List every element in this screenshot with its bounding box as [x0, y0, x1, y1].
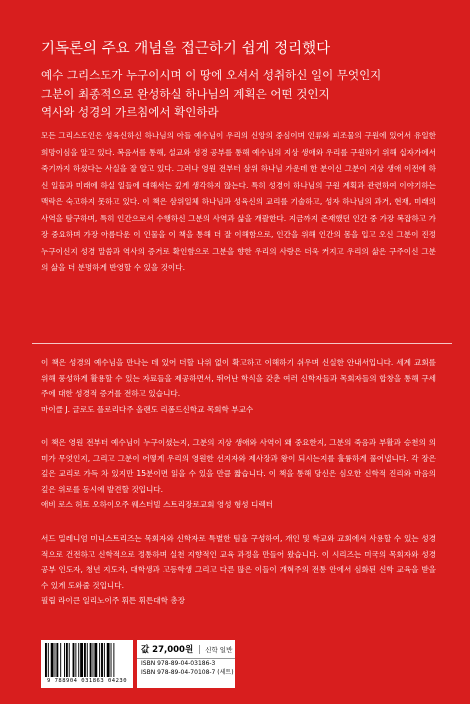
isbn-set: ISBN 978-89-04-70108-7 (세트): [141, 669, 234, 676]
headline: 기독론의 주요 개념을 접근하기 쉽게 정리했다: [41, 41, 331, 57]
subheadline-line: 예수 그리스도가 누구이시며 이 땅에 오셔서 성취하신 일이 무엇인지: [41, 68, 382, 82]
price-box: [137, 640, 235, 688]
endorsement-text: 이 책은 영원 전부터 예수님이 누구이셨는지, 그분의 지상 생애와 사역이 왜 중요한지, 그분의 죽음과 부활과 승천의 의미가 무엇인지, 그리고 그분이 어떻게 우리의 영원한 선지자와 제사장과 왕이 되시는지를 훌륭하게 풀어냅니다. 각 장은 깊은 교리로 가득 차 있지만 15분이면 읽을 수 있을 만큼 짧습니다. 이 책을 통해 당신은 심오한 신학적 진리와 마음의 깊은 위로를 동시에 발견할 것입니다.: [41, 438, 436, 494]
endorsement-text: 이 책은 성경의 예수님을 만나는 데 있어 더할 나위 없이 확고하고 이해하기 쉬우며 신실한 안내서입니다. 세계 교회를 위해 풍성하게 활용할 수 있는 자료들을 제공하면서, 뛰어난 학식을 갖춘 여러 신학자들과 목회자들의 합창을 통해 구세주에 대한 성경적 증거를 전하고 있습니다.: [41, 358, 436, 398]
subheadline-line: 역사와 성경의 가르침에서 확인하라: [41, 105, 219, 119]
endorsement-attribution: 마이클 J. 글로도 플로리다주 올랜도 리폼드신학교 목회학 부교수: [41, 404, 254, 414]
endorsement-attribution: 애비 로스 허토 오하이오주 웨스터빌 스트리장로교회 영성 형성 디렉터: [41, 500, 274, 509]
barcode-bars: [45, 643, 129, 677]
category: 신학 일반: [199, 645, 232, 654]
endorsement: [41, 531, 436, 609]
barcode-number: 9 788904 031863 04230: [46, 678, 128, 684]
barcode: [41, 640, 133, 688]
endorsement: [41, 355, 436, 417]
endorsement-text: 서드 밀레니엄 미니스트리즈는 목회자와 신학자로 특별한 팀을 구성하여, 개인 및 학교와 교회에서 사용할 수 있는 성경적으로 건전하고 신학적으로 정통하며 실천 지향적인 교육 과정을 만들어 왔습니다. 이 시리즈는 미국의 목회자와 성경 공부 인도자, 청년 지도자, 대학생과 고등학생 그리고 다른 많은 이들이 개혁주의 전통 안에서 심화된 신학 교육을 받을 수 있게 도와줄 것입니다.: [41, 534, 436, 590]
subheadline: [41, 66, 441, 122]
intro-paragraph: 모든 그리스도인은 성육신하신 하나님의 아들 예수님이 우리의 신앙의 중심이며 인류와 피조물의 구원에 있어서 유일한 희망이심을 알고 있다. 복음서를 통해, 설교와 성경 공부를 통해 예수님의 지상 생애와 우리를 구원하기 위해 십자가에서 죽기까지 하셨다는 사실을 잘 알고 있다. 그러나 영원 전부터 삼위 하나님 가운데 한 분이신 그분이 지상 생애 이전에 하신 일들과 미래에 하실 일들에 대해서는 깊게 생각하지 않는다. 특히 성경이 하나님의 구원 계획과 관련하여 이야기하는 맥락은 숙고하지 못하고 있다. 이 책은 삼위일체 하나님과 성육신의 교리를 기술하고, 성자 하나님의 과거, 현재, 미래의 사역을 탐구하며, 특히 인간으로서 수행하신 그분의 사역과 삶을 개괄한다. 지금까지 존재했던 인간 중 가장 복잡하고 가장 중요하며 가장 아름다운 이 인물을 이 책을 통해 더 잘 이해함으로, 인간을 위해 인간의 몸을 입고 오신 그분이 진정 누구이신지 성경 말씀과 역사의 증거로 확인함으로 그분을 향한 우리의 사랑은 더욱 커지고 우리의 삶은 구주이신 그분의 삶을 더 분명하게 반영할 수 있을 것이다.: [41, 131, 436, 272]
isbn: ISBN 978-89-04-03186-3: [141, 660, 216, 667]
section-divider: [32, 343, 452, 344]
price: 값 27,000원: [141, 645, 194, 655]
endorsement: [41, 435, 436, 513]
subheadline-line: 그분이 최종적으로 완성하실 하나님의 계획은 어떤 것인지: [41, 86, 330, 101]
endorsement-attribution: 필립 라이큰 일리노이주 휘튼 휘튼대학 총장: [41, 596, 186, 605]
price-row: [137, 640, 235, 659]
